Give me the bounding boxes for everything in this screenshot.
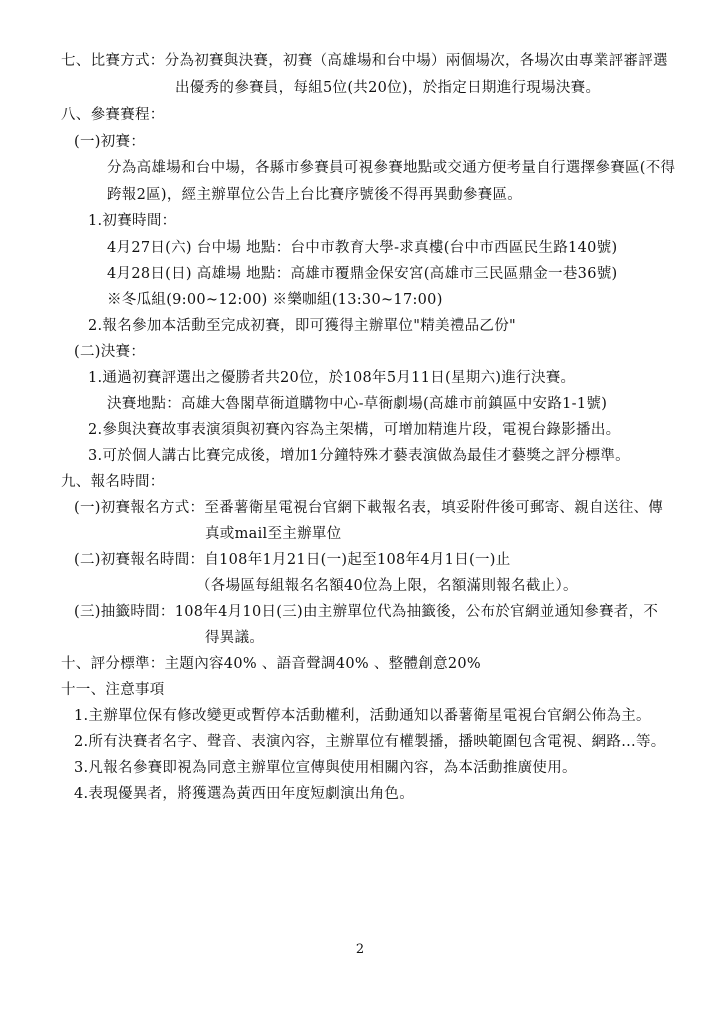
notice-item-1: 1.主辦單位保有修改變更或暫停本活動權利，活動通知以番薯衛星電視台官網公佈為主。 <box>74 708 651 724</box>
final-item-3: 3.可於個人講古比賽完成後，增加1分鐘特殊才藝表演做為最佳才藝獎之評分標準。 <box>88 448 630 464</box>
section-7-line-2: 出優秀的參賽員，每組5位(共20位)，於指定日期進行現場決賽。 <box>175 80 601 96</box>
final-item-1: 1.通過初賽評選出之優勝者共20位，於108年5月11日(星期六)進行決賽。 <box>88 370 576 386</box>
section-10-scoring: 十、評分標準：主題內容40% 、語音聲調40% 、整體創意20% <box>61 656 482 672</box>
prelim-gift: 2.報名參加本活動至完成初賽，即可獲得主辦單位"精美禮品乙份" <box>88 318 516 334</box>
kaohsiung-schedule: 4月28日(日) 高雄場 地點：高雄市覆鼎金保安宮(高雄市三民區鼎金一巷36號) <box>107 266 618 282</box>
final-heading: (二)決賽： <box>74 344 146 360</box>
registration-quota: （各場區每組報名名額40位為上限，名額滿則報名截止）。 <box>196 578 578 594</box>
section-8-heading: 八、參賽賽程： <box>61 107 165 123</box>
notice-item-2: 2.所有決賽者名字、聲音、表演內容，主辦單位有權製播，播映範圍包含電視、網路...等。 <box>74 734 666 750</box>
notice-item-4: 4.表現優異者，將獲選為黃西田年度短劇演出角色。 <box>74 786 415 802</box>
prelim-desc-line-1: 分為高雄場和台中場，各縣市參賽員可視參賽地點或交通方便考量自行選擇參賽區(不得 <box>107 160 676 176</box>
group-times: ※冬瓜組(9:00~12:00) ※樂咖組(13:30~17:00) <box>107 292 443 308</box>
section-9-heading: 九、報名時間： <box>61 474 165 490</box>
prelim-time-heading: 1.初賽時間： <box>88 213 177 229</box>
final-venue: 決賽地點：高雄大魯閣草衙道購物中心-草衙劇場(高雄市前鎮區中安路1-1號) <box>107 396 608 412</box>
registration-method-line-2: 真或mail至主辦單位 <box>205 526 342 542</box>
prelim-desc-line-2: 跨報2區)，經主辦單位公告上台比賽序號後不得再異動參賽區。 <box>107 187 523 203</box>
section-11-heading: 十一、注意事項 <box>61 682 165 698</box>
notice-item-3: 3.凡報名參賽即視為同意主辦單位宣傳與使用相關內容，為本活動推廣使用。 <box>74 760 577 776</box>
registration-period: (二)初賽報名時間：自108年1月21日(一)起至108年4月1日(一)止 <box>74 552 511 568</box>
draw-time-line-2: 得異議。 <box>205 630 265 646</box>
page-number: 2 <box>355 942 365 957</box>
registration-method-line-1: (一)初賽報名方式：至番薯衛星電視台官網下載報名表，填妥附件後可郵寄、親自送往、傳 <box>74 500 664 516</box>
taichung-schedule: 4月27日(六) 台中場 地點：台中市教育大學-求真樓(台中市西區民生路140號) <box>107 240 618 256</box>
final-item-2: 2.參與決賽故事表演須與初賽內容為主架構，可增加精進片段，電視台錄影播出。 <box>88 422 621 438</box>
section-7-line-1: 七、比賽方式：分為初賽與決賽，初賽（高雄場和台中場）兩個場次，各場次由專業評審評選 <box>61 53 668 69</box>
prelim-heading: (一)初賽： <box>74 134 146 150</box>
draw-time-line-1: (三)抽籤時間：108年4月10日(三)由主辦單位代為抽籤後，公布於官網並通知參賽者，不 <box>74 604 659 620</box>
